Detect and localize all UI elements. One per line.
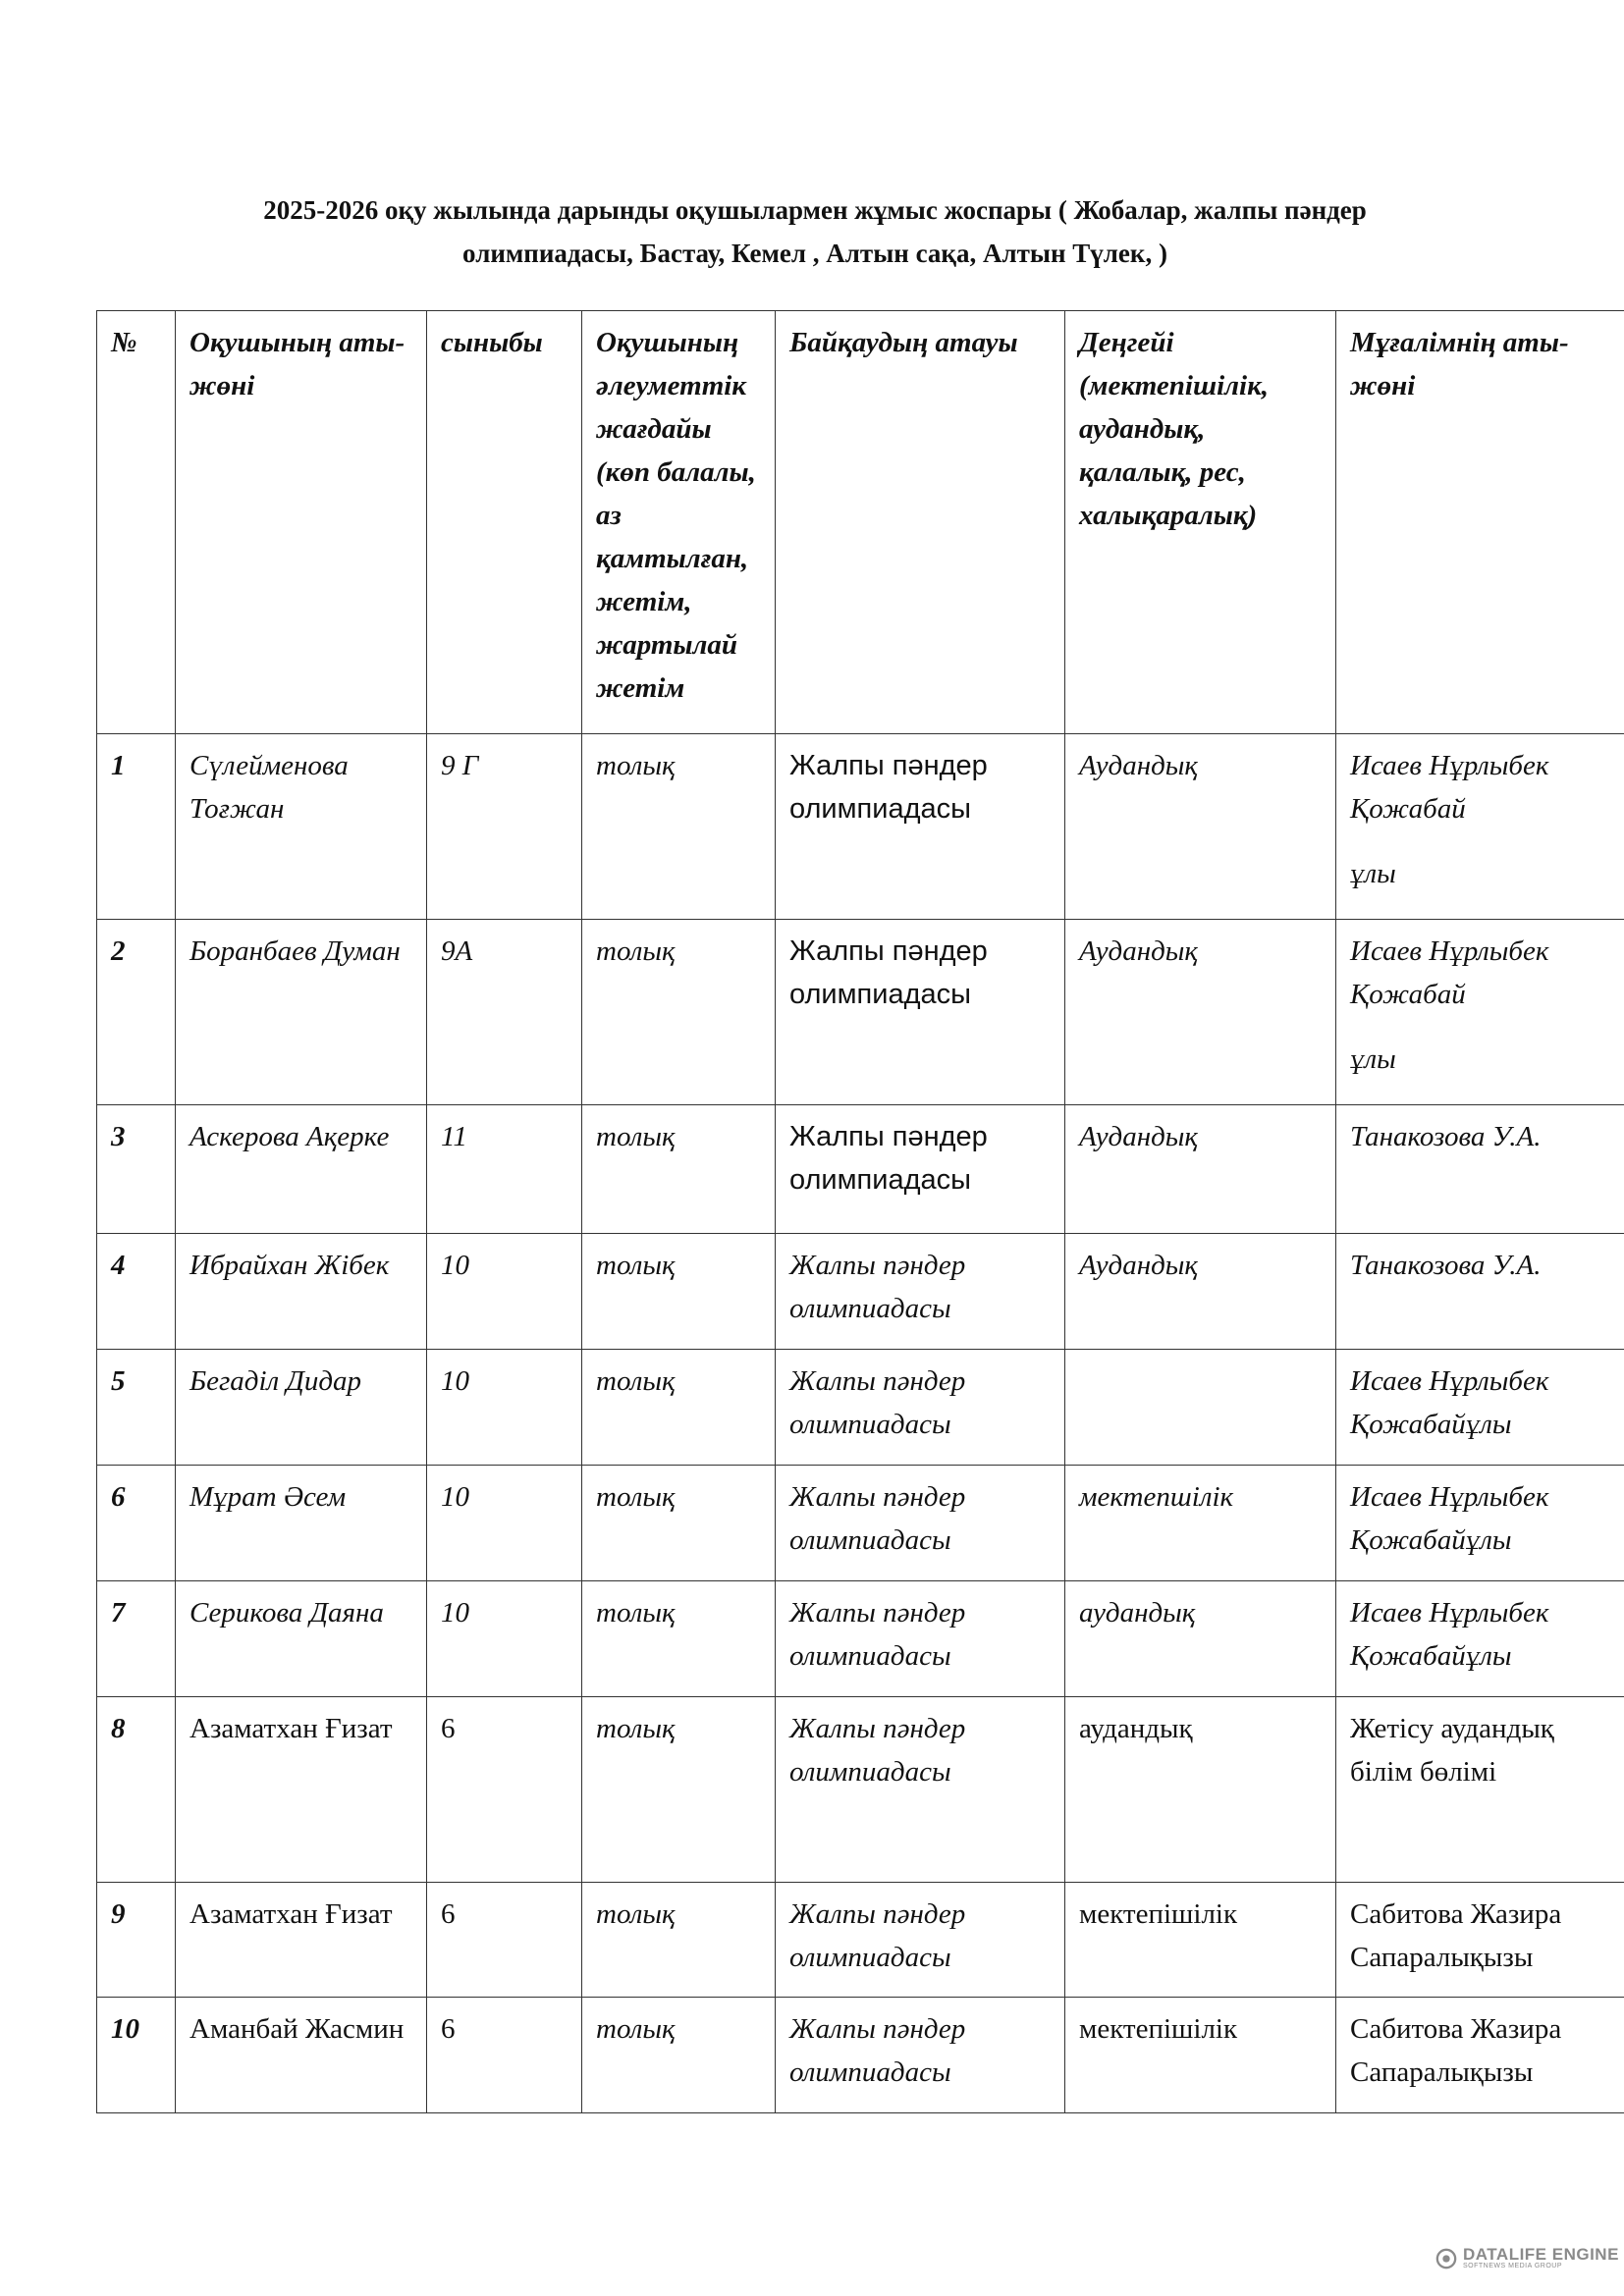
table-row (97, 1581, 1624, 1697)
student-name: Мұрат Әсем (176, 1466, 427, 1581)
contest-name: Жалпы пәндер олимпиадасы (776, 920, 1065, 1105)
page-title (147, 188, 1483, 275)
header-contest-name: Байқаудың атауы (776, 311, 1065, 734)
contest-level: аудандық (1065, 1581, 1336, 1697)
contest-level (1065, 1350, 1336, 1466)
teacher-name: Сабитова Жазира Сапаралықызы (1336, 1998, 1624, 2113)
header-level: Деңгейі (мектепішілік, аудандық, қалалық, рес, халықаралық) (1065, 311, 1336, 734)
table-row (97, 1350, 1624, 1466)
teacher-name: Танакозова У.А. (1336, 1105, 1624, 1234)
row-number: 1 (97, 734, 176, 920)
contest-level: аудандық (1065, 1697, 1336, 1883)
student-name: Азаматхан Ғизат (176, 1883, 427, 1998)
social-status: толық (582, 1466, 776, 1581)
student-grade: 11 (427, 1105, 582, 1234)
row-number: 4 (97, 1234, 176, 1350)
title-line-2: олимпиадасы, Бастау, Кемел , Алтын сақа, Алтын Түлек, ) (462, 239, 1167, 268)
row-number: 9 (97, 1883, 176, 1998)
contest-level: Аудандық (1065, 734, 1336, 920)
row-number: 2 (97, 920, 176, 1105)
row-number: 7 (97, 1581, 176, 1697)
student-grade: 10 (427, 1350, 582, 1466)
watermark-text-block (1463, 2246, 1619, 2270)
contest-name: Жалпы пәндер олимпиадасы (776, 1105, 1065, 1234)
teacher-name-suffix: ұлы (1350, 858, 1396, 889)
teacher-name-main: Исаев Нұрлыбек Қожабай (1350, 750, 1549, 825)
header-number: № (97, 311, 176, 734)
student-name: Аскерова Ақерке (176, 1105, 427, 1234)
student-grade: 9А (427, 920, 582, 1105)
contest-name: Жалпы пәндер олимпиадасы (776, 1697, 1065, 1883)
header-grade: сыныбы (427, 311, 582, 734)
student-grade: 9 Г (427, 734, 582, 920)
gifted-students-table (96, 310, 1624, 2113)
teacher-name: Исаев Нұрлыбек Қожабайұлы (1336, 1466, 1624, 1581)
row-number: 3 (97, 1105, 176, 1234)
header-student-name: Оқушының аты-жөні (176, 311, 427, 734)
social-status: толық (582, 734, 776, 920)
student-grade: 6 (427, 1998, 582, 2113)
header-teacher-name: Мұғалімнің аты-жөні (1336, 311, 1624, 734)
contest-level: Аудандық (1065, 920, 1336, 1105)
table-row (97, 920, 1624, 1105)
social-status: толық (582, 1234, 776, 1350)
title-line-1: 2025-2026 оқу жылында дарынды оқушылармен жұмыс жоспары ( Жобалар, жалпы пәндер (263, 195, 1367, 225)
student-name: Ибрайхан Жібек (176, 1234, 427, 1350)
table-row (97, 1883, 1624, 1998)
student-name: Азаматхан Ғизат (176, 1697, 427, 1883)
contest-name: Жалпы пәндер олимпиадасы (776, 1234, 1065, 1350)
student-grade: 10 (427, 1466, 582, 1581)
teacher-name: Сабитова Жазира Сапаралықызы (1336, 1883, 1624, 1998)
contest-name: Жалпы пәндер олимпиадасы (776, 1883, 1065, 1998)
teacher-name: Танакозова У.А. (1336, 1234, 1624, 1350)
social-status: толық (582, 1350, 776, 1466)
table-row (97, 1105, 1624, 1234)
social-status: толық (582, 1883, 776, 1998)
header-row (97, 311, 1624, 734)
row-number: 8 (97, 1697, 176, 1883)
teacher-name-suffix: ұлы (1350, 1043, 1396, 1075)
teacher-name: Жетісу аудандық білім бөлімі (1336, 1697, 1624, 1883)
contest-name: Жалпы пәндер олимпиадасы (776, 1466, 1065, 1581)
student-name: Серикова Даяна (176, 1581, 427, 1697)
teacher-name (1336, 734, 1624, 920)
student-name: Боранбаев Думан (176, 920, 427, 1105)
student-grade: 10 (427, 1234, 582, 1350)
dle-logo-icon (1435, 2248, 1457, 2269)
contest-name: Жалпы пәндер олимпиадасы (776, 1998, 1065, 2113)
social-status: толық (582, 1998, 776, 2113)
table-row (97, 1998, 1624, 2113)
contest-name: Жалпы пәндер олимпиадасы (776, 1350, 1065, 1466)
student-name: Бегаділ Дидар (176, 1350, 427, 1466)
student-grade: 10 (427, 1581, 582, 1697)
table-row (97, 1697, 1624, 1883)
watermark-subtext: SOFTNEWS MEDIA GROUP (1463, 2263, 1563, 2269)
table-row (97, 1466, 1624, 1581)
table-row (97, 1234, 1624, 1350)
contest-level: мектепішілік (1065, 1998, 1336, 2113)
row-number: 5 (97, 1350, 176, 1466)
social-status: толық (582, 1581, 776, 1697)
social-status: толық (582, 920, 776, 1105)
contest-level: мектепішілік (1065, 1883, 1336, 1998)
student-name: Аманбай Жасмин (176, 1998, 427, 2113)
contest-name: Жалпы пәндер олимпиадасы (776, 1581, 1065, 1697)
contest-name: Жалпы пәндер олимпиадасы (776, 734, 1065, 920)
teacher-name (1336, 920, 1624, 1105)
row-number: 6 (97, 1466, 176, 1581)
contest-level: Аудандық (1065, 1234, 1336, 1350)
social-status: толық (582, 1697, 776, 1883)
student-name: Сүлейменова Тоғжан (176, 734, 427, 920)
student-grade: 6 (427, 1697, 582, 1883)
teacher-name-main: Исаев Нұрлыбек Қожабай (1350, 935, 1549, 1010)
teacher-name: Исаев Нұрлыбек Қожабайұлы (1336, 1581, 1624, 1697)
table-row (97, 734, 1624, 920)
social-status: толық (582, 1105, 776, 1234)
watermark-text: DATALIFE ENGINE (1463, 2245, 1619, 2264)
student-grade: 6 (427, 1883, 582, 1998)
row-number: 10 (97, 1998, 176, 2113)
teacher-name: Исаев Нұрлыбек Қожабайұлы (1336, 1350, 1624, 1466)
contest-level: Аудандық (1065, 1105, 1336, 1234)
watermark (1435, 2246, 1619, 2270)
contest-level: мектепшілік (1065, 1466, 1336, 1581)
header-social-status: Оқушының әлеуметтік жағдайы (көп балалы, аз қамтылған, жетім, жартылай жетім (582, 311, 776, 734)
